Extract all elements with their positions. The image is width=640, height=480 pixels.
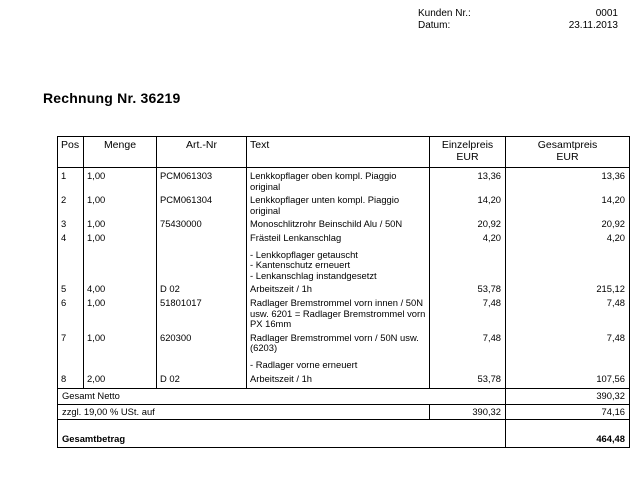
row-menge: 1,00 <box>84 330 157 371</box>
row-text <box>247 168 430 193</box>
vat-base: 390,32 <box>430 404 506 420</box>
row-menge: 1,00 <box>84 230 157 281</box>
row-text-main: Lenkkopflager unten kompl. Piaggio original <box>250 194 400 216</box>
table-row <box>58 192 630 216</box>
row-art-nr: PCM061304 <box>157 192 247 216</box>
vat-label: zzgl. 19,00 % USt. auf <box>58 404 430 420</box>
row-einzelpreis: 7,48 <box>430 295 506 330</box>
row-text <box>247 371 430 389</box>
table-header-row <box>58 137 630 168</box>
row-pos: 2 <box>58 192 84 216</box>
row-einzelpreis: 53,78 <box>430 371 506 389</box>
row-einzelpreis: 4,20 <box>430 230 506 281</box>
row-text-main: Monoschlitzrohr Beinschild Alu / 50N <box>250 218 403 230</box>
row-note: - Kantenschutz erneuert <box>250 259 351 271</box>
row-text <box>247 230 430 281</box>
row-art-nr: 75430000 <box>157 216 247 230</box>
row-menge: 2,00 <box>84 371 157 389</box>
row-art-nr: 620300 <box>157 330 247 371</box>
table-row <box>58 330 630 371</box>
row-pos: 1 <box>58 168 84 193</box>
table-row <box>58 281 630 295</box>
table-body <box>58 168 630 389</box>
header-gesamtpreis-label: Gesamtpreis <box>537 139 598 151</box>
header-einzelpreis-label: Einzelpreis <box>441 139 494 151</box>
invoice-title: Rechnung Nr. 36219 <box>43 90 181 106</box>
header-einzelpreis-unit: EUR <box>456 150 479 163</box>
row-pos: 6 <box>58 295 84 330</box>
row-pos: 3 <box>58 216 84 230</box>
row-art-nr <box>157 230 247 281</box>
row-einzelpreis: 7,48 <box>430 330 506 371</box>
row-text <box>247 192 430 216</box>
row-text-main: Radlager Bremstrommel vorn innen / 50N usw. 6201 = Radlager Bremstrommel vorn PX 16mm <box>250 296 426 330</box>
invoice-table <box>57 136 630 448</box>
row-gesamtpreis: 20,92 <box>506 216 630 230</box>
row-gesamtpreis: 215,12 <box>506 281 630 295</box>
row-gesamtpreis: 13,36 <box>506 168 630 193</box>
total-row <box>58 420 630 448</box>
row-menge: 4,00 <box>84 281 157 295</box>
row-art-nr: D 02 <box>157 371 247 389</box>
date-row <box>418 20 618 32</box>
header-gesamtpreis <box>506 137 630 168</box>
date-value: 23.11.2013 <box>568 20 618 31</box>
table-row <box>58 216 630 230</box>
row-einzelpreis: 14,20 <box>430 192 506 216</box>
table-row <box>58 168 630 193</box>
netto-row <box>58 389 630 405</box>
row-gesamtpreis: 4,20 <box>506 230 630 281</box>
row-einzelpreis: 13,36 <box>430 168 506 193</box>
header-einzelpreis <box>430 137 506 168</box>
row-pos: 5 <box>58 281 84 295</box>
total-label: Gesamtbetrag <box>58 420 506 448</box>
netto-value: 390,32 <box>506 389 630 405</box>
netto-label: Gesamt Netto <box>58 389 506 405</box>
row-einzelpreis: 20,92 <box>430 216 506 230</box>
row-text-main: Arbeitszeit / 1h <box>250 283 313 295</box>
row-pos: 7 <box>58 330 84 371</box>
row-pos: 4 <box>58 230 84 281</box>
row-text <box>247 330 430 371</box>
table-row <box>58 371 630 389</box>
row-note: - Lenkanschlag instandgesetzt <box>250 269 377 281</box>
row-note: - Radlager vorne erneuert <box>250 358 358 370</box>
customer-number-value: 0001 <box>595 8 618 19</box>
row-menge: 1,00 <box>84 295 157 330</box>
header-menge: Menge <box>84 137 157 168</box>
header-pos: Pos <box>58 137 84 168</box>
customer-number-label: Kunden Nr.: <box>418 8 471 19</box>
row-menge: 1,00 <box>84 168 157 193</box>
date-label: Datum: <box>418 20 451 31</box>
row-gesamtpreis: 7,48 <box>506 330 630 371</box>
row-text-main: Radlager Bremstrommel vorn / 50N usw. (6203) <box>250 331 419 354</box>
table-row <box>58 295 630 330</box>
row-text-main: Arbeitszeit / 1h <box>250 372 313 384</box>
customer-number-row <box>418 8 618 20</box>
row-menge: 1,00 <box>84 192 157 216</box>
vat-value: 74,16 <box>506 404 630 420</box>
row-menge: 1,00 <box>84 216 157 230</box>
row-text <box>247 216 430 230</box>
row-art-nr: PCM061303 <box>157 168 247 193</box>
row-art-nr: 51801017 <box>157 295 247 330</box>
row-text-main: Lenkkopflager oben kompl. Piaggio original <box>250 170 397 192</box>
row-art-nr: D 02 <box>157 281 247 295</box>
table-row <box>58 230 630 281</box>
header-art: Art.-Nr <box>157 137 247 168</box>
row-einzelpreis: 53,78 <box>430 281 506 295</box>
row-pos: 8 <box>58 371 84 389</box>
total-value: 464,48 <box>506 420 630 448</box>
row-note: - Lenkkopflager getauscht <box>250 248 358 260</box>
totals-section <box>58 389 630 448</box>
row-text-main: Frästeil Lenkanschlag <box>250 231 342 243</box>
header-text: Text <box>247 137 430 168</box>
header-gesamtpreis-unit: EUR <box>556 150 579 163</box>
row-text <box>247 295 430 330</box>
row-gesamtpreis: 7,48 <box>506 295 630 330</box>
vat-row <box>58 404 630 420</box>
row-gesamtpreis: 14,20 <box>506 192 630 216</box>
invoice-meta <box>418 8 618 32</box>
row-text <box>247 281 430 295</box>
row-gesamtpreis: 107,56 <box>506 371 630 389</box>
